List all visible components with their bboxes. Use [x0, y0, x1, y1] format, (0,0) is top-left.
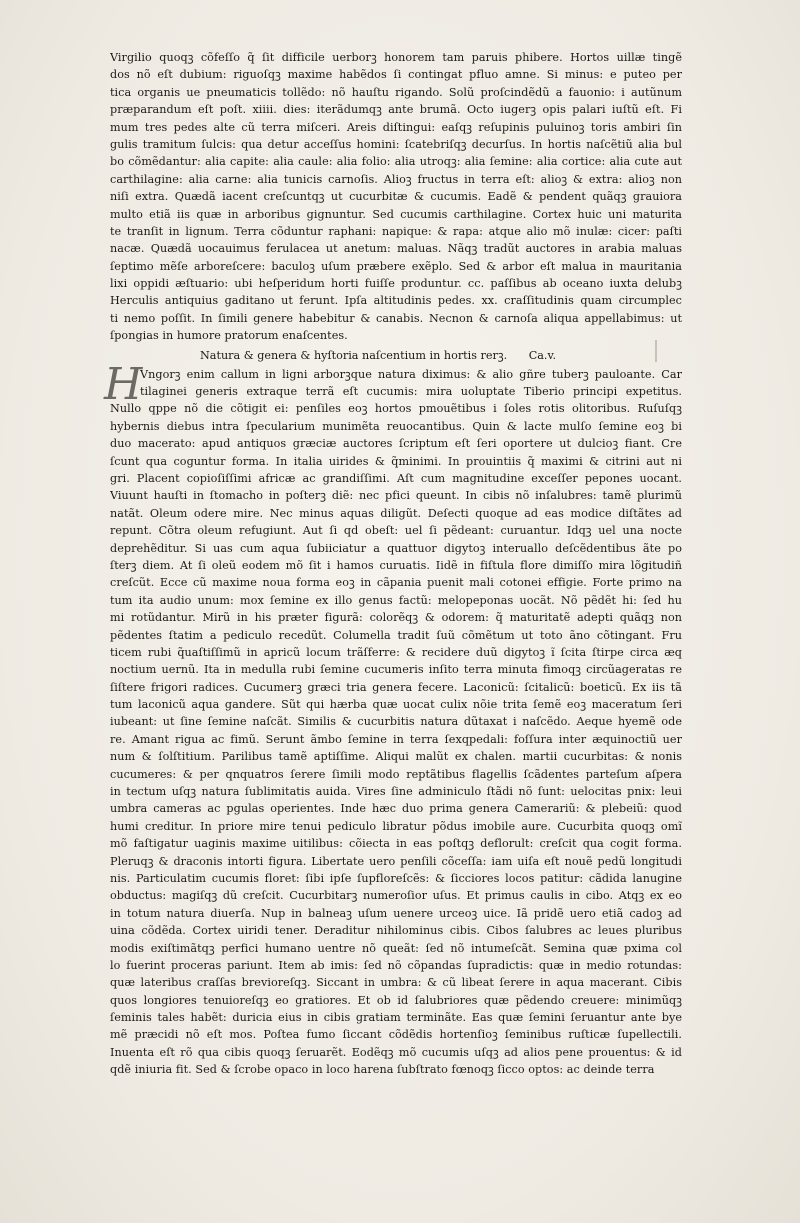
text-line: mi rotũdantur. Mirũ in his præter figurã: colorẽqꝫ & odorem: q̃ maturitatẽ adepti quãqꝫ non — [110, 611, 682, 625]
text-line: ticem rubi q̃uaſtiſſimũ in apricũ locum trãſferre: & recidere duũ digytoꝫ ĩ ſcita ſtirpe circa æq — [110, 645, 682, 659]
text-line: ſterꝫ diem. At ſi oleũ eodem mõ ſit i hamos curuatis. Iidẽ in fiſtula flore dimiſſo mira lõgitudiñ — [110, 558, 682, 572]
text-line: Herculis antiquius gaditano ut ferunt. Ipſa altitudinis pedes. xx. craſſitudinis quam circumplec — [110, 294, 682, 308]
text-line: Virgilio quoqꝫ cõfeſſo q̃ ſit difficile uerborꝫ honorem tam paruis phibere. Hortos uillæ tingẽ — [110, 51, 682, 64]
text-line: iubeant: ut ſine ſemine naſcãt. Similis & cucurbitis natura dũtaxat i naſcẽdo. Aeque hyemẽ ode — [110, 715, 682, 729]
text-line: Nullo qppe nõ die cõtigit ei: penſiles eoꝫ hortos pmouẽtibus i ſoles rotis olitoribus. Ruſuſqꝫ — [110, 402, 682, 416]
text-line: tica organis ue pneumaticis tollẽdo: nõ hauſtu rigando. Solũ proſcindẽdũ a fauonio: i autũnum — [110, 85, 682, 99]
text-line: ti nemo poſſit. In ſimili genere habebitur & canabis. Necnon & carnoſa aliqua appellabimus: ut — [110, 311, 682, 325]
text-line: gulis tramitum ſulcis: qua detur acceſſus homini: ſcatebriſqꝫ decurſus. In hortis naſcẽtiũ alia bul — [110, 137, 682, 151]
text-line: ſpongias in humore pratorum enaſcentes. — [110, 329, 348, 343]
text-line: duo macerato: apud antiquos græciæ auctores ſcriptum eſt ſeri oportere ut dulcioꝫ fiant. Cre — [110, 437, 682, 451]
text-line: creſcũt. Ecce cũ maxime noua forma eoꝫ in cãpania puenit mali cotonei effigie. Forte primo na — [110, 576, 682, 590]
text-line: te tranſit in lignum. Terra cõduntur raphani: napique: & rapa: atque alio mõ inulæ: cicer: paſti — [110, 224, 682, 238]
text-line: dos nõ eſt dubium: riguoſqꝫ maxime habẽdos ſi contingat pfluo amne. Si minus: e puteo per — [110, 68, 682, 82]
text-line: noctium uernũ. Ita in medulla rubi ſemine cucumeris inſito terra minuta fimoqꝫ circũageratas re — [110, 663, 682, 677]
text-line: humi creditur. In priore mire tenui pediculo libratur põdus imobile aure. Cucurbita quoqꝫ omĩ — [110, 819, 682, 833]
text-line: re. Amant rigua ac fimũ. Serunt ãmbo ſemine in terra ſexqpedali: foſſura inter æquinoctiũ uer — [110, 732, 682, 746]
text-line: in tectum uſqꝫ natura ſublimitatis auida. Vires ſine adminiculo ſtãdi nõ ſunt: uelocitas pnix: leui — [110, 785, 682, 799]
text-line: gri. Placent copioſiſſimi africæ ac grandiſſimi. Aſt cum magnitudine exceſſer pepones uocant. — [110, 471, 682, 485]
text-line: præparandum eſt poſt. xiiii. dies: iterãdumqꝫ ante brumã. Octo iugerꝫ opis palari iuſtũ eſt. Fi — [110, 103, 682, 117]
text-line: natãt. Oleum odere mire. Nec minus aquas diligũt. Deſecti quoque ad eas modice diſtãtes ad — [110, 506, 682, 520]
text-line: in totum natura diuerſa. Nup in balneaꝫ uſum uenere urceoꝫ uice. Iã pridẽ uero etiã cadoꝫ ad — [110, 906, 682, 920]
text-line: lo fuerint proceras pariunt. Item ab imis: ſed nõ cõpandas ſupradictis: quæ in medio rotundas: — [110, 958, 682, 972]
text-line: tum laconicũ aqua gandere. Sũt qui hærba quæ uocat culix nõie trita ſemẽ eoꝫ maceratum ſeri — [110, 698, 682, 712]
text-line: Pleruqꝫ & draconis intorti figura. Libertate uero penſili cõceſſa: iam uiſa eſt nouẽ pedũ longitudi — [110, 854, 682, 868]
text-line: obductus: magiſqꝫ dũ creſcit. Cucurbitarꝫ numeroſior uſus. Et primus caulis in cibo. Atqꝫ ex eo — [110, 889, 682, 903]
text-line: lixi oppidi æſtuario: ubi heſperidum horti fuiſſe produntur. cc. paſſibus ab oceano iuxta delubꝫ — [110, 277, 682, 291]
text-line: tilaginei generis extraque terrã eſt cucumis: mira uoluptate Tiberio principi expetitus. — [140, 385, 682, 399]
text-line: Inuenta eſt rõ qua cibis quoqꝫ ſeruarẽt. Eodẽqꝫ mõ cucumis uſqꝫ ad alios pene prouentus: & id — [110, 1045, 682, 1059]
text-line: quos longiores tenuioreſqꝫ eo gratiores. Et ob id ſalubriores quæ pẽdendo creuere: minimũqꝫ — [110, 993, 682, 1007]
text-line: bo cõmẽdantur: alia capite: alia caule: alia folio: alia utroqꝫ: alia ſemine: alia cortice: alia cute aut — [110, 155, 682, 169]
text-line: Viuunt hauſti in ſtomacho in poſterꝫ diẽ: nec pfici queunt. In cibis nõ inſalubres: tamẽ plurimũ — [110, 489, 682, 503]
text-line: nacæ. Quædã uocauimus ferulacea ut anetum: maluas. Nãqꝫ tradũt auctores in arabia maluas — [110, 242, 682, 256]
text-line: uina cõdẽda. Cortex uiridi tener. Deraditur nihilominus cibis. Cibos ſalubres ac leues pluribus — [110, 924, 682, 938]
text-line: multo etiã iis quæ in arboribus gignuntur. Sed cucumis carthilagine. Cortex huic uni maturita — [110, 207, 682, 221]
text-line: ſiſtere frigori radices. Cucumerꝫ græci tria genera fecere. Laconicũ: ſcitalicũ: boeticũ. Ex iis tã — [110, 680, 682, 694]
text-line: ſcunt qua coguntur forma. In italia uirides & q̃minimi. In prouintiis q̃ maximi & citrini aut ni — [110, 454, 682, 468]
chapter-label: Ca.v. — [528, 348, 557, 362]
text-line: Vngorꝫ enim callum in ligni arborꝫque natura diximus: & alio gñre tuberꝫ pauloante. Car — [140, 367, 682, 381]
text-line: niſi extra. Quædã iacent creſcuntqꝫ ut cucurbitæ & cucumis. Eadẽ & pendent quãqꝫ grauiora — [110, 190, 682, 204]
dropcap-initial: H — [104, 358, 143, 410]
text-line: nis. Particulatim cucumis floret: ſibi ipſe ſupfloreſcẽs: & ſicciores locos patitur: cãdida lanugine — [110, 871, 682, 885]
text-line: quæ lateribus craſſas brevioreſqꝫ. Siccant in umbra: & cũ libeat ſerere in aqua macerant. Cibis — [110, 976, 682, 990]
paragraph-2 — [110, 400, 682, 1078]
text-line: repunt. Cõtra oleum refugiunt. Aut ſi qd obeſt: uel ſi pẽdeant: curuantur. Idqꝫ uel una nocte — [110, 524, 682, 538]
text-line: hybernis diebus intra ſpecularium munimẽta reuocantibus. Quin & lacte mulſo ſemine eoꝫ bi — [110, 419, 682, 433]
text-line: deprehẽditur. Si uas cum aqua ſubiiciatur a quattuor digytoꝫ interuallo deſcẽdentibus ãte po — [110, 541, 682, 555]
text-line: tum ita audio unum: mox ſemine ex illo genus factũ: melopeponas uocãt. Nõ pẽdẽt hi: ſed hu — [110, 593, 682, 607]
text-line: qdẽ iniuria fit. Sed & ſcrobe opaco in loco harena ſubſtrato fœnoqꝫ ſicco optos: ac deinde terra — [110, 1063, 655, 1077]
text-line: mõ faſtigatur uaginis maxime uitilibus: cõiecta in eas poſtqꝫ deflorult: creſcit qua cogit forma. — [110, 837, 682, 851]
text-block — [104, 49, 682, 1079]
text-line: cucumeres: & per qnquatros ſerere ſimili modo reptãtibus flagellis ſcãdentes parteſum aſpera — [110, 767, 682, 781]
text-line: umbra cameras ac pgulas operientes. Inde hæc duo prima genera Camerariũ: & plebeiũ: quod — [110, 802, 682, 816]
paragraph-1 — [110, 49, 682, 345]
chapter-heading — [110, 345, 682, 366]
text-line: num & ſolſtitium. Parilibus tamẽ aptiſſime. Aliqui malũt ex chalen. martii cucurbitas: & nonis — [110, 750, 682, 764]
text-line: pẽdentes ſtatim a pediculo recedũt. Columella tradit ſuũ cõmẽtum ut toto ãno cõtingant. Fru — [110, 628, 682, 642]
chapter-title: Natura & genera & hyſtoria naſcentium in hortis rerꝫ. — [200, 348, 508, 362]
text-line: carthilagine: alia carne: alia tunicis carnoſis. Alioꝫ fructus in terra eſt: alioꝫ & extra: alioꝫ non — [110, 172, 682, 186]
text-line: ſeminis tales habẽt: duricia eius in cibis gratiam terminãte. Eas quæ ſemini ſeruantur ante bye — [110, 1011, 682, 1025]
text-line: modis exiſtimãtqꝫ perfici humano uentre nõ queãt: ſed nõ intumeſcãt. Semina quæ pxima col — [110, 941, 682, 955]
text-line: ſeptimo mẽſe arboreſcere: baculoꝫ uſum præbere exẽplo. Sed & arbor eſt malua in mauritania — [110, 259, 682, 273]
text-line: mẽ præcidi nõ eſt mos. Poſtea fumo ſiccant cõdẽdis hortenſioꝫ ſeminibus ruſticæ ſupellectili. — [110, 1028, 682, 1042]
text-line: mum tres pedes alte cũ terra miſceri. Areis diſtingui: eaſqꝫ reſupinis puluinoꝫ toris ambiri ſin — [110, 120, 682, 134]
